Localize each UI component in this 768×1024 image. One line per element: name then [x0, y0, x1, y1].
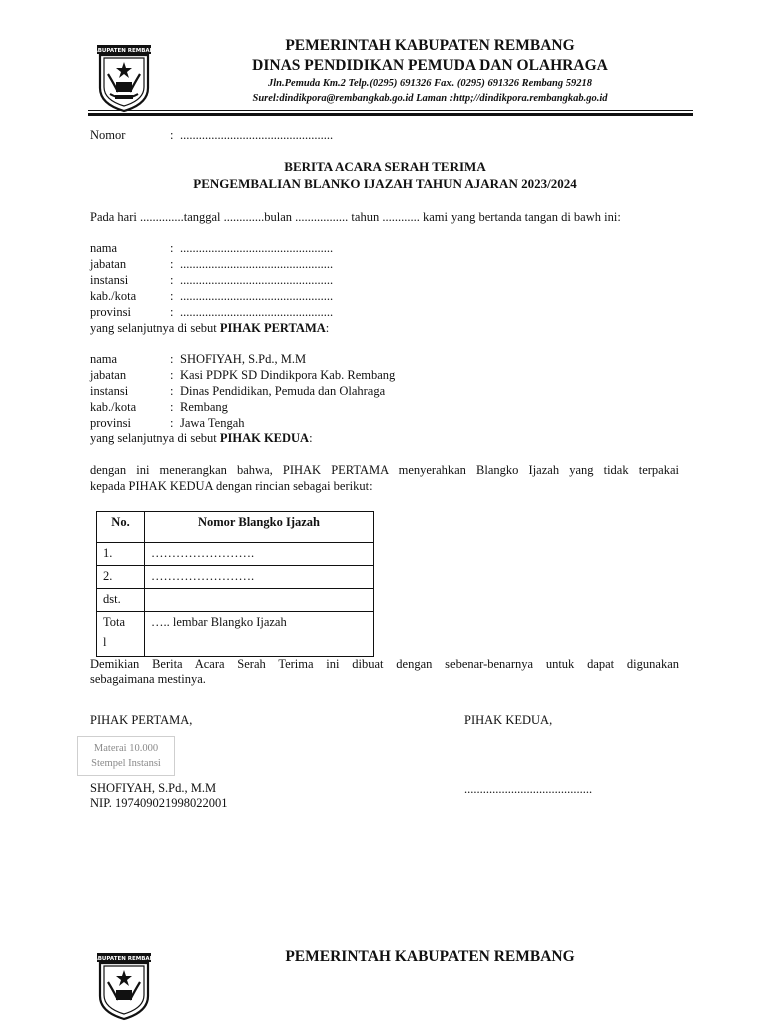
stamp-line-2: Stempel Instansi	[91, 758, 161, 769]
pihak-kedua-kabkota	[90, 399, 490, 415]
field-label: provinsi	[90, 416, 131, 430]
table-cell-nomor	[145, 589, 374, 612]
pihak-kedua-instansi	[90, 383, 490, 399]
closing-prefix: yang selanjutnya di sebut	[90, 321, 220, 335]
field-colon: :	[170, 416, 174, 430]
nomor-row	[90, 127, 390, 143]
signature-left-title: PIHAK PERTAMA,	[90, 713, 193, 727]
field-label: nama	[90, 352, 118, 366]
nomor-label: Nomor	[90, 128, 126, 142]
total-label-part-2: l	[103, 635, 107, 649]
closing-suffix: :	[309, 431, 313, 445]
coat-of-arms-logo	[89, 44, 159, 112]
nomor-value: .................................................	[180, 128, 334, 142]
table-total-label	[97, 612, 145, 657]
pihak-pertama-provinsi	[90, 304, 390, 320]
field-colon: :	[170, 241, 174, 255]
table-cell-nomor: …………………….	[145, 543, 374, 566]
table-cell-no: 2.	[97, 566, 145, 589]
pihak-pertama-kabkota	[90, 288, 390, 304]
field-label: kab./kota	[90, 289, 137, 303]
table-total-row	[97, 612, 374, 657]
field-value: Jawa Tengah	[180, 416, 245, 430]
field-value: Kasi PDPK SD Dindikpora Kab. Rembang	[180, 368, 396, 382]
pihak-kedua-jabatan	[90, 367, 490, 383]
table-header-nomor: Nomor Blangko Ijazah	[145, 512, 374, 543]
field-colon: :	[170, 352, 174, 366]
nomor-colon: :	[170, 128, 174, 142]
next-page-header: PEMERINTAH KABUPATEN REMBANG	[285, 948, 575, 965]
svg-text:KABUPATEN REMBANG: KABUPATEN REMBANG	[89, 48, 159, 54]
closing-line-1: Demikian Berita Acara Serah Terima ini dibuat dengan sebenar-benarnya untuk dapat digunakan	[90, 657, 679, 671]
closing-party-name: PIHAK PERTAMA	[219, 321, 326, 335]
field-label: jabatan	[90, 257, 127, 271]
field-colon: :	[170, 400, 174, 414]
field-colon: :	[170, 368, 174, 382]
pihak-pertama-nama	[90, 240, 390, 256]
pihak-pertama-jabatan	[90, 256, 390, 272]
table-row	[97, 589, 374, 612]
field-value: .................................................	[180, 305, 334, 319]
table-cell-no: dst.	[97, 589, 145, 612]
pihak-pertama-instansi	[90, 272, 390, 288]
header-rule-thick	[88, 113, 693, 116]
signature-right-title: PIHAK KEDUA,	[464, 713, 553, 727]
field-label: nama	[90, 241, 118, 255]
table-cell-nomor: …………………….	[145, 566, 374, 589]
table-header-no: No.	[97, 512, 145, 543]
blanko-table	[96, 511, 374, 657]
header-rule-thin	[88, 110, 693, 111]
header-line-1: PEMERINTAH KABUPATEN REMBANG	[285, 37, 575, 54]
signature-left-name: SHOFIYAH, S.Pd., M.M	[90, 781, 217, 795]
field-value: Rembang	[180, 400, 228, 414]
field-colon: :	[170, 273, 174, 287]
field-colon: :	[170, 289, 174, 303]
svg-text:KABUPATEN REMBANG: KABUPATEN REMBANG	[89, 956, 159, 962]
field-value: SHOFIYAH, S.Pd., M.M	[180, 352, 307, 366]
field-colon: :	[170, 384, 174, 398]
coat-of-arms-logo-next-page	[89, 952, 159, 1020]
document-title-2: PENGEMBALIAN BLANKO IJAZAH TAHUN AJARAN 2023/2024	[193, 176, 577, 191]
pihak-kedua-provinsi	[90, 415, 490, 431]
header-contact: Surel:dindikpora@rembangkab.go.id Laman :http;//dindikpora.rembangkab.go.id	[252, 93, 608, 104]
field-label: instansi	[90, 384, 129, 398]
header-line-2: DINAS PENDIDIKAN PEMUDA DAN OLAHRAGA	[252, 57, 608, 74]
field-label: jabatan	[90, 368, 127, 382]
table-header-row	[97, 512, 374, 543]
signature-right-name: .........................................	[464, 782, 593, 796]
table-row	[97, 566, 374, 589]
field-value: .................................................	[180, 289, 334, 303]
closing-line-2: sebagaimana mestinya.	[90, 672, 206, 686]
total-label-part-1: Tota	[103, 615, 126, 629]
stamp-line-1: Materai 10.000	[93, 743, 159, 754]
table-cell-no: 1.	[97, 543, 145, 566]
statement-line-2: kepada PIHAK KEDUA dengan rincian sebagai berikut:	[90, 479, 373, 493]
field-value: .................................................	[180, 257, 334, 271]
pihak-kedua-closing	[90, 430, 490, 446]
field-colon: :	[170, 305, 174, 319]
closing-party-name: PIHAK KEDUA	[219, 431, 310, 445]
statement-line-1: dengan ini menerangkan bahwa, PIHAK PERTAMA menyerahkan Blangko Ijazah yang tidak terpakai	[90, 463, 679, 477]
signature-left-nip: NIP. 197409021998022001	[90, 796, 228, 810]
table-row	[97, 543, 374, 566]
field-value: .................................................	[180, 241, 334, 255]
closing-prefix: yang selanjutnya di sebut	[90, 431, 220, 445]
field-colon: :	[170, 257, 174, 271]
table-total-value: ….. lembar Blangko Ijazah	[145, 612, 374, 657]
field-label: provinsi	[90, 305, 131, 319]
stamp-placeholder	[77, 736, 175, 776]
document-title-1: BERITA ACARA SERAH TERIMA	[284, 159, 486, 174]
pihak-kedua-nama	[90, 351, 490, 367]
field-label: instansi	[90, 273, 129, 287]
intro-paragraph: Pada hari ..............tanggal .............bulan ................. tahun ............ kami yang bertanda tangan di bawh ini:	[90, 210, 621, 224]
field-value: Dinas Pendidikan, Pemuda dan Olahraga	[180, 384, 386, 398]
header-address: Jln.Pemuda Km.2 Telp.(0295) 691326 Fax. (0295) 691326 Rembang 59218	[268, 78, 592, 89]
field-label: kab./kota	[90, 400, 137, 414]
closing-suffix: :	[325, 321, 330, 335]
pihak-pertama-closing	[90, 320, 490, 336]
field-value: .................................................	[180, 273, 334, 287]
